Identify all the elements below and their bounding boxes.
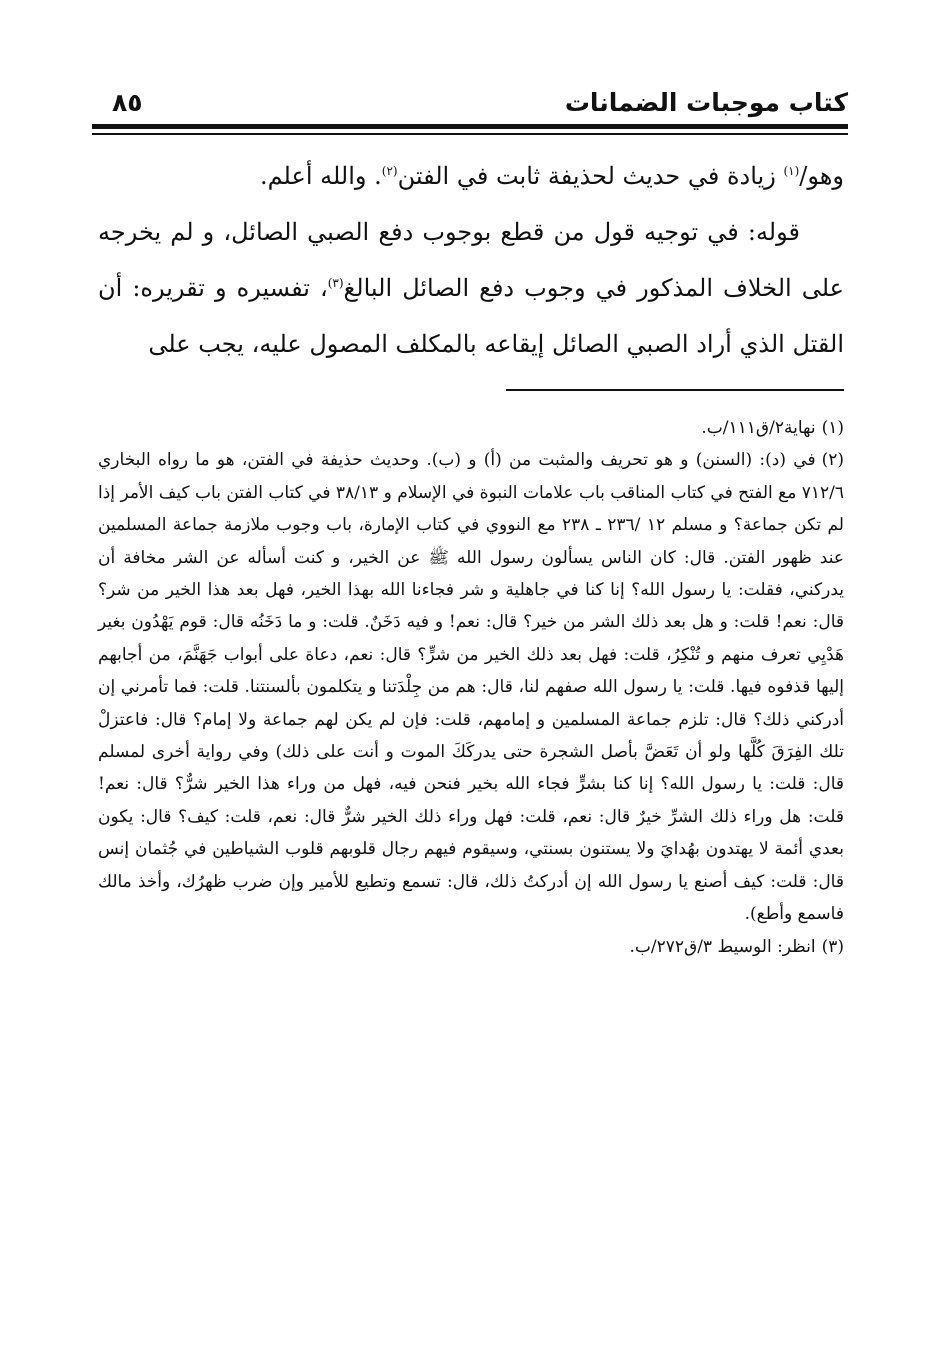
body-paragraph: [98, 204, 844, 372]
footnote-separator: [506, 389, 844, 391]
body-text-segment: زيادة في حديث لحذيفة ثابت في الفتن: [397, 162, 784, 190]
header-rule-thin: [92, 133, 848, 135]
main-text: [98, 148, 844, 372]
running-header: [92, 86, 848, 126]
footnote-text: انظر: الوسيط ٣/ق٢٧٢/ب.: [629, 936, 816, 957]
footnote-number: (٣): [821, 936, 844, 957]
footnote-ref: (١): [783, 164, 800, 178]
footnote: [98, 412, 844, 444]
footnote-text: في (د): (السنن) و هو تحريف والمثبت من (أ) و (ب). وحديث حذيفة في الفتن، هو ما رواه البخاري ٧١٢/٦ مع الفتح في كتاب المناقب باب علامات النبوة في الإسلام و ٣٨/١٣ في كتاب الفتن باب كيف الأمر إذا لم تكن جماعة؟ و مسلم ١٢ /٢٣٦ ـ ٢٣٨ مع النووي في كتاب الإمارة، باب وجوب ملازمة جماعة المسلمين عند ظهور الفتن. قال: كان الناس يسألون رسول الله ﷺ عن الخير، و كنت أسأله عن الشر مخافة أن يدركني، فقلت: يا رسول الله؟ إنا كنا في جاهلية و شر فجاءنا الله بهذا الخير، فهل بعد هذا الخير من شر؟ قال: نعم! قلت: و هل بعد ذلك الشر من خير؟ قال: نعم! و فيه دَخَنٌ. قلت: و ما دَخَنُه قال: قوم يَهْدُون بغير هَدْيِي تعرف منهم و تُنْكِرُ، قلت: فهل بعد ذلك الخير من شرٍّ؟ قال: نعم، دعاة على أبواب جَهَنَّمَ، من أجابهم إليها قذفوه فيها. قلت: يا رسول الله صفهم لنا، قال: هم من جِلْدَتنا و يتكلمون بألسنتنا. قلت: فما تأمرني إن أدركني ذلك؟ قال: تلزم جماعة المسلمين و إمامهم، قلت: فإن لم يكن لهم جماعة ولا إمام؟ قال: فاعتزلْ تلك الفِرَقَ كُلَّها ولو أن تَعَضَّ بأصل الشجرة حتى يدركَكَ الموت و أنت على ذلك) وفي رواية أخرى لمسلم قال: قلت: يا رسول الله؟ إنا كنا بشرٍّ فجاء الله بخير فنحن فيه، فهل من وراء هذا الخير شرٌّ؟ قال: نعم! قلت: هل وراء ذلك الشرِّ خيرٌ قال: نعم، قلت: فهل وراء ذلك الخير شرٌّ قال: نعم، قلت: كيف؟ قال: يكون بعدي أئمة لا يهتدون بهُدايَ ولا يستنون بسنتي، وسيقوم فيهم رجال قلوبهم قلوب الشياطين في جُثمان إنس قال: قلت: كيف أصنع يا رسول الله إن أدركتُ ذلك، قال: تسمع وتطيع للأمير وإن ضرب ظهرُك، وأخذ مالك فاسمع وأطع).: [98, 450, 844, 925]
book-title: كتاب موجبات الضمانات: [564, 88, 848, 117]
footnote: [98, 444, 844, 930]
footnote-number: (٢): [821, 450, 844, 471]
body-text-segment: . والله أعلم.: [259, 162, 382, 190]
footnote-ref: (٢): [381, 164, 398, 178]
body-paragraph: [98, 148, 844, 204]
body-text-segment: ، تفسيره و تقريره: أن القتل الذي أراد الصبي الصائل إيقاعه بالمكلف المصول عليه، يجب على: [98, 274, 844, 358]
footnote: [98, 931, 844, 963]
page-number: ٨٥: [112, 88, 143, 117]
header-rule-thick: [92, 124, 848, 129]
footnotes: [98, 412, 844, 963]
body-text-segment: وهو/: [799, 162, 844, 190]
footnote-ref: (٣): [327, 276, 344, 290]
footnote-text: نهاية٢/ق١١١/ب.: [701, 418, 816, 438]
body-text-segment: قوله: في توجيه قول من قطع بوجوب دفع الصبي الصائل، و لم يخرجه على الخلاف المذكور في وجوب دفع الصائل البالغ: [98, 218, 844, 302]
footnote-number: (١): [821, 418, 844, 438]
